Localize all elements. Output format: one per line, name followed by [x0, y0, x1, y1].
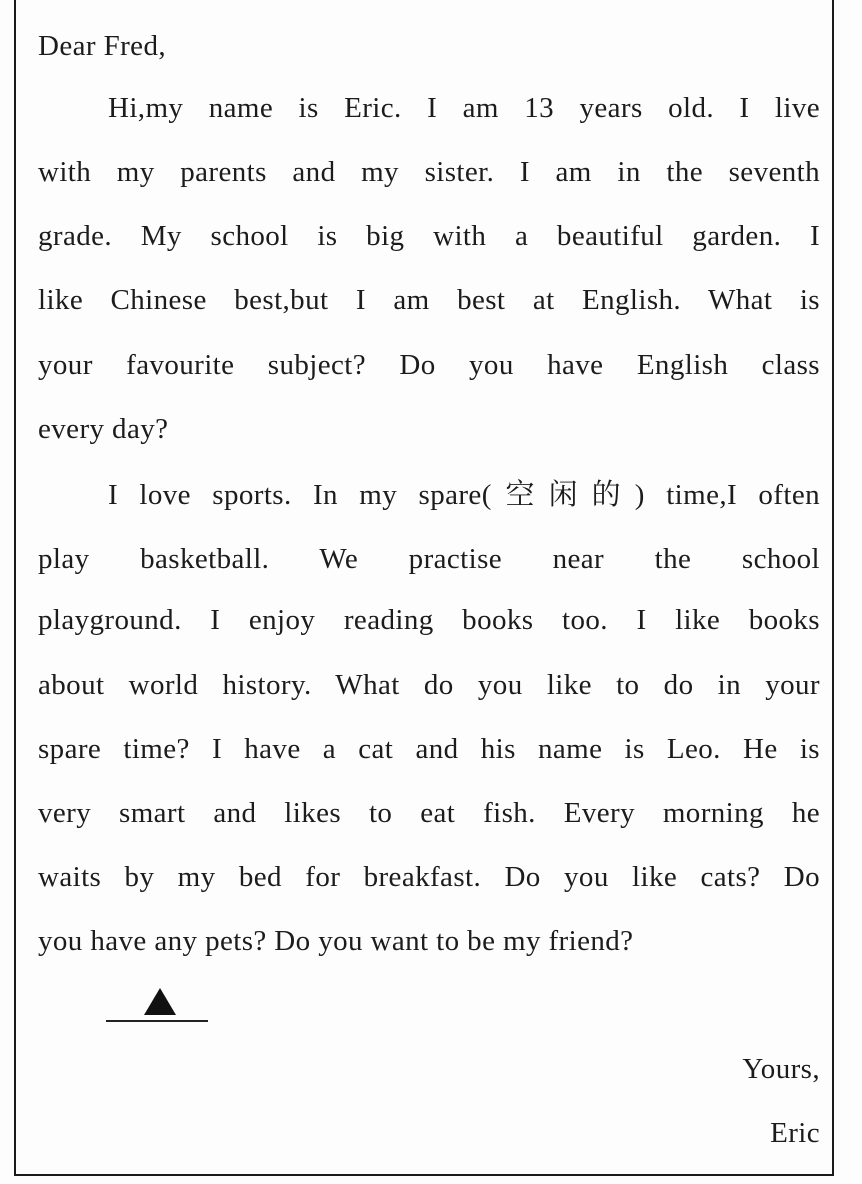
paragraph1-line-2: with my parents and my sister. I am in the seventh	[38, 156, 820, 188]
paragraph1-line-3: grade. My school is big with a beautiful garden. I	[38, 220, 820, 252]
paragraph1-line-1: Hi,my name is Eric. I am 13 years old. I live	[108, 92, 820, 124]
paragraph2-line-4: about world history. What do you like to do in your	[38, 669, 820, 701]
blank-answer-area	[106, 982, 208, 1022]
triangle-marker-icon	[144, 988, 176, 1015]
paragraph2-line-7: waits by my bed for breakfast. Do you like cats? Do	[38, 861, 820, 893]
paragraph1-line-4: like Chinese best,but I am best at English. What is	[38, 284, 820, 316]
paragraph2-line-5: spare time? I have a cat and his name is Leo. He is	[38, 733, 820, 765]
signature: Eric	[770, 1117, 820, 1149]
paragraph1-line-5: your favourite subject? Do you have English class	[38, 349, 820, 381]
blank-underline	[106, 1020, 208, 1022]
paragraph2-line-8: you have any pets? Do you want to be my friend?	[38, 925, 634, 957]
paragraph2-line-1: I love sports. In my spare(空闲的) time,I often	[108, 479, 820, 511]
paragraph2-line-6: very smart and likes to eat fish. Every morning he	[38, 797, 820, 829]
paragraph2-line-2: play basketball. We practise near the school	[38, 543, 820, 575]
paragraph2-line-3: playground. I enjoy reading books too. I like books	[38, 604, 820, 636]
salutation: Dear Fred,	[38, 30, 167, 62]
paragraph1-line-6: every day?	[38, 413, 169, 445]
closing: Yours,	[742, 1053, 820, 1085]
